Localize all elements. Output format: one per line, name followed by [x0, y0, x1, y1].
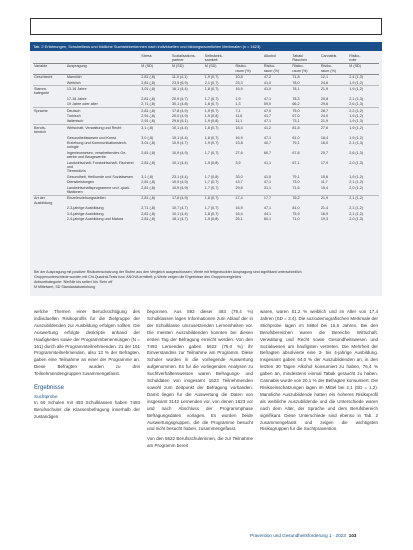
table-cell: 11,7 — [320, 180, 328, 185]
table-cell: 3,01 (,8) — [141, 141, 156, 145]
table-cell: 16,1 (4,4) — [171, 86, 204, 96]
table-cell: 66,2 — [292, 102, 300, 107]
body-paragraph: In 60 Schulen mit 493 Schulklassen haben 7493 Berufsschuler die Klassenbefragung innerhalb der zustandigen — [34, 400, 140, 419]
table-cell: 71,6 — [292, 185, 300, 190]
row-label: 2-3-jahrige Ausbildung — [66, 206, 104, 211]
table-row — [33, 174, 379, 179]
row-group-label — [33, 185, 66, 195]
table-note: Gruppenunterschiede wurden mit Chi-Quadrat-Tests bzw. ANOVA ermittelt; p-Werte zeigen die Ergebnisse des Gruppenvergleichs — [34, 275, 242, 279]
table-cell: 41,0 — [263, 80, 272, 85]
row-label: Erziehung und Kommunikationstech- nologie — [66, 141, 128, 150]
table-cell: 1,7 (0,7) — [204, 185, 219, 190]
table-cell: 2,1 (0,7) — [204, 80, 219, 85]
table-cell: 2,1 (1,2) — [349, 211, 363, 216]
table-cell: 31,1 — [263, 185, 272, 190]
table-cell: 10,1 (4,4) — [171, 135, 188, 140]
table-cell: 11,1 — [235, 119, 243, 124]
table-cell: 16,9 — [235, 206, 243, 211]
table-cell: 16,9 — [235, 135, 243, 140]
column-header: Risiko- raum (%) — [263, 63, 291, 74]
table-cell: 16,9 — [320, 211, 328, 216]
row-label: 13-16 Jahre — [66, 86, 140, 96]
table-cell: 47,1 — [263, 135, 272, 140]
row-group-label: Geschlecht — [33, 74, 66, 80]
table-cell: 21,9 — [320, 119, 328, 124]
page-header-box — [30, 18, 382, 35]
table-cell: 24,0 — [320, 113, 328, 118]
table-cell: 1,3 — [235, 102, 241, 107]
table-cell: 29,6 — [235, 185, 243, 190]
table-cell: 27,6 — [235, 150, 243, 155]
table-cell: 47,1 — [263, 180, 272, 185]
table-cell: 41,2 — [263, 125, 291, 135]
table-cell: 78,3 — [292, 96, 300, 101]
table-row — [33, 141, 379, 151]
table-row — [33, 217, 379, 222]
table-cell: 20,0 (4,9) — [171, 113, 188, 118]
table-cell: 1,7 (0,7) — [204, 206, 219, 211]
table-cell: 10,9 (4,7) — [171, 141, 188, 145]
section-heading: Ergebnisse — [34, 385, 65, 392]
table-cell: 1,8 (0,7) — [204, 211, 219, 216]
table-cell: 2,91 (,8) — [141, 119, 156, 124]
column-header — [234, 53, 262, 63]
table-cell: 71,8 — [291, 74, 319, 80]
table-cell: 7,1 — [234, 108, 262, 114]
table-cell: 81,8 — [291, 125, 319, 135]
table-cell: 18,1 (4,7) — [171, 217, 188, 222]
page-footer — [250, 532, 400, 539]
row-group-label: Sprache — [33, 108, 66, 114]
table-cell: 3,1 (,8) — [141, 174, 153, 179]
body-paragraph: begonnen. Aus 592 dieser 493 (79,4 %) Schulklassen lagen Informationen zum Ablauf der in der Schulklasse umzusetzenden Lerneinheiten vor. Die meisten Auszubildenden konnten bei diesen ersten Tag der Befragung erreicht werden. Von den 7493 Lernenden gaben 5622 (75,0 %) ihr Einverstandnis zur Teilnahme am Programm. Diese Schuler wurden in die vorliegende Auswertung aufgenommen. Es fur die vorliegenden Analysen zu Suchtverhaltensweisen waren Befragungs- und Schuldaten von insgesamt 1623 Teilnehmenden sowohl zum Zeitpunkt der Befragung vorhanden. Damit liegen fur die Auswertung die Daten von insgesamt 3142 Lernenden vor, von denen 1623 vor und nach Abschluss der Programmphase Befragungsdaten vorlagen. Es wurden beide Auswertungsgruppen, die die Programme besucht und nicht besucht haben, zusammengefasst. — [147, 309, 253, 432]
text-column-middle — [147, 309, 253, 450]
table-cell: 21,4 — [320, 206, 328, 211]
table-row — [33, 185, 379, 195]
table-cell: 2,0 (1,3) — [349, 217, 363, 222]
table-cell: 41,0 — [263, 174, 272, 179]
row-label: Wirtschaft, Verwaltung und Recht — [66, 125, 140, 135]
table-cell: 23,5 (6,9) — [171, 80, 188, 85]
row-label: 17-18 Jahre — [66, 96, 87, 101]
text-column-left — [34, 309, 140, 421]
column-header: Auspragung — [66, 63, 140, 74]
row-label: Landwirtschaft, Forstwirtschaft, Fischerei und Tiermedizin — [66, 160, 134, 174]
row-label: Gesundheit, Heilkunde und Sozialwesen — [66, 174, 134, 179]
column-header: M (SD) — [171, 63, 204, 74]
table-cell: 79,1 — [292, 141, 300, 145]
table-cell: 1,8 (0,7) — [204, 135, 219, 140]
journal-name: Pravention und Gesundheitsforderung 1 · 2023 — [250, 533, 346, 538]
table-row — [33, 195, 379, 205]
table-cell: 1,9 (0,7) — [204, 74, 235, 80]
table-cell: 3,9 — [235, 160, 241, 165]
table-cell: 2,4 (1,3) — [348, 74, 379, 80]
table-cell: 3,1 (,8) — [140, 125, 171, 135]
table-cell: 60,7 — [263, 150, 272, 155]
row-group-label: Art der Ausbildung — [33, 195, 66, 205]
table-cell: 67,1 — [292, 160, 300, 165]
column-header: Risiko- raum (%) — [320, 63, 348, 74]
table-cell: 1,7 (0,8) — [204, 174, 219, 179]
table-note: M Mittelwert, SD Standardabweichung — [34, 285, 96, 289]
table-cell: 2,81 (,8) — [141, 185, 156, 190]
table-cell: 12,1 — [320, 74, 348, 80]
table-cell: 1,9 (0,7) — [204, 108, 235, 114]
row-label: 2-4-jahrige Ausbildung und Matura — [66, 217, 124, 222]
table-cell: 19,3 — [320, 217, 328, 222]
table-cell: 2,1 (1,3) — [349, 96, 363, 101]
table-header-row — [33, 53, 379, 63]
table-cell: 47,1 — [263, 206, 272, 211]
table-row — [33, 211, 379, 216]
table-cell: 2,1 (1,2) — [349, 180, 363, 185]
table-cell: 16,9 — [234, 86, 262, 96]
table-cell: 1,9 (1,2) — [349, 80, 363, 85]
table-cell: 28,7 — [320, 108, 348, 114]
row-group-label — [33, 141, 66, 151]
table-cell: 2,1 (1,2) — [348, 195, 379, 205]
column-header: Stress — [140, 53, 171, 63]
column-header — [33, 53, 66, 63]
table-cell: 10,9 (4,9) — [171, 180, 188, 185]
table-cell: 18,4 — [320, 135, 328, 140]
table-cell: 47,0 — [263, 108, 291, 114]
table-cell: 2,81 (,8) — [141, 96, 156, 101]
table-cell: 1,8 (0,7) — [204, 86, 235, 96]
column-header: Sozialisations- partner — [171, 53, 204, 63]
table-cell: 16,0 — [320, 141, 328, 145]
row-group-label — [33, 150, 66, 160]
table-cell: 73,0 — [292, 180, 300, 185]
table-cell: 2,81 (,8) — [140, 108, 171, 114]
column-header: M (SD) — [348, 63, 379, 74]
table-cell: 23,1 (4,4) — [171, 174, 188, 179]
table-cell: 3,0 (,8) — [141, 135, 153, 140]
table-cell: 2,71 (,8) — [141, 102, 156, 107]
table-cell: 2,81 (,8) — [141, 150, 156, 155]
row-label: Ingenieurwesen, verarbeitendes Ge- werbe und Baugewerbe — [66, 150, 127, 160]
subsection-heading: Suchtprobe — [34, 394, 58, 400]
table-cell: 16,4 — [235, 211, 243, 216]
table-cell: 25,1 — [235, 217, 243, 222]
body-paragraph: waren, waren 51,2 % weiblich und im Alter von 17,4 Jahren (SD = 3,4). Die soziodemografischen Merkmale der Stichprobe lagen im Mittel bei 16,6 Jahren. Bei den Berufsbereichen waren die Bereiche Wirtschaft, Verwaltung und Recht sowie Gesundheitswesen und Sozialwesen am haufigsten vertreten. Die Mehrheit der Befragten absolvierte eine 3- bis 4-jahrige Ausbildung. Insgesamt gaben 64,0 % der Auszubildenden an, in den letzten 30 Tagen Alkohol konsumiert zu haben, 76,4 % gaben an, mindestens einmal Tabak geraucht zu haben. Cannabis wurde von 20,1 % der Befragten konsumiert. Die Risikoeinschatzungen lagen im Mittel bei 2,1 (SD = 1,2). Mannliche Auszubildende hatten ein hoheres Risikoprofil als weibliche Auszubildende und die Unterschiede waren nach dem Alter, der Sprache und dem Berufsbereich signifikant. Diese Unterschiede sind ebenso in Tab. 2 zusammengefasst und zeigen die wichtigsten Risikogruppen fur die Suchtpravention. — [260, 309, 378, 432]
table-cell: 2,6 (1,3) — [349, 102, 363, 107]
table-cell: 17,8 (4,9) — [171, 195, 204, 205]
table-cell: 21,9 — [320, 86, 348, 96]
table-row — [33, 180, 379, 185]
column-header: Tabak/ Rauchen — [291, 53, 319, 63]
table-cell: 1,7 (0,7) — [204, 150, 219, 155]
table-row — [33, 96, 379, 101]
table-cell: 75,0 — [291, 108, 319, 114]
table-cell: 1,9 (1,2) — [349, 135, 363, 140]
table-cell: 2,1 (1,2) — [349, 206, 363, 211]
table-cell: 24,6 — [320, 80, 328, 85]
table-note: Bei der Auspragung mit positiver Risikoeinschatzung der Stufen aus den Vergleich ausgeschlossen; Werte mit fettgedruckter Auspragung sind signifikant unterschiedlich — [34, 270, 302, 274]
column-header: Risiko- raum (%) — [234, 63, 262, 74]
table-row — [33, 86, 379, 96]
table-cell: 2,81 (,8) — [140, 195, 171, 205]
body-paragraph: welche Themen einer Berucksichtigung des individuellen Risikoprofils fur die Zielgruppe der Auszubildenden zur Ausbildung erfolgen sollten. Die Auswertung erfolgte deskriptiv anhand der Haufigkeiten sowie der Programmbenennungen (N = 161) durch alle Programmteilnehmenden. 21 der 161 Programmteilnehmenden, also 13 % der Befragten, gaben eine Teilnahme an einer der Programme an. Diese Befragten wurden zu drei Teilnehmendengruppen zusammengefasst. — [34, 309, 140, 377]
table-cell: 1,8 (0,7) — [204, 195, 235, 205]
table-row — [33, 125, 379, 135]
column-header: M (SD) — [140, 63, 171, 74]
table-cell: 47,1 — [263, 119, 272, 124]
table-cell: 1,9 — [235, 96, 241, 101]
column-header: Risiko- raum (%) — [291, 63, 319, 74]
page-number: 103 — [348, 533, 357, 538]
table-cell: 2,91 (,8) — [141, 113, 156, 118]
column-header: Selbstwirk- samkeit — [204, 53, 235, 63]
table-cell: 1,9 (1,2) — [348, 86, 379, 96]
table-cell: 78,0 — [292, 80, 300, 85]
table-cell: 1,9 (0,8) — [204, 113, 219, 118]
table-cell: 10,1 (4,4) — [171, 125, 204, 135]
row-group-label — [33, 160, 66, 174]
table-cell: 2,81 (,8) — [141, 180, 156, 185]
table-cell: 15,6 — [320, 174, 328, 179]
table-cell: 41,0 — [263, 86, 291, 96]
text-column-right — [260, 309, 378, 433]
table-cell: 17,4 — [234, 195, 262, 205]
table-cell: 10,9 (4,9) — [171, 185, 188, 190]
row-group-label: Stamm- kategorie — [33, 86, 66, 96]
row-label: Deutsch — [66, 108, 140, 114]
row-label: 3-4-jahrige Ausbildung — [66, 211, 104, 216]
table-row — [33, 160, 379, 174]
table-cell: 1,9 (0,7) — [204, 141, 219, 145]
table-notes — [34, 270, 374, 290]
row-label: 19 Jahre oder alter — [66, 102, 98, 107]
table-cell: 29,6 (5,1) — [171, 119, 188, 124]
table-cell: 1,6 (0,7) — [204, 102, 219, 107]
table-cell: 10,1 (4,4) — [171, 160, 188, 165]
row-label: Weiblich — [66, 80, 81, 85]
table-cell: 75,9 — [292, 211, 300, 216]
row-label: Einzelerziehungsstellen — [66, 195, 140, 205]
table-cell: 10,9 (4,9) — [171, 150, 188, 155]
table-cell: 1,7 (0,7) — [204, 180, 219, 185]
table-cell: 67,0 — [292, 113, 300, 118]
table-cell: 79,1 — [292, 174, 300, 179]
table-cell: 13,7 — [235, 180, 243, 185]
table-cell: 2,0 (1,3) — [349, 160, 363, 165]
table-cell: 1,9 (0,8) — [204, 160, 219, 165]
table-cell: 44,1 — [263, 211, 272, 216]
row-label: Landwirtschaftsprogramme und -quali- fikationen — [66, 185, 130, 195]
column-header — [66, 53, 140, 63]
table-cell: 61,0 — [292, 135, 300, 140]
table-cell: 17,9 — [320, 160, 328, 165]
row-label: Turkisch — [66, 113, 81, 118]
table-cell: 3,01 (,8) — [140, 86, 171, 96]
table-cell: 10,8 — [234, 74, 262, 80]
table-cell: 59,0 — [263, 102, 272, 107]
table-cell: 1,9 (1,3) — [349, 119, 363, 124]
table-cell: 1,9 (1,2) — [349, 174, 363, 179]
table-cell: 78,1 — [291, 86, 319, 96]
column-header: Cannabis — [320, 53, 348, 63]
data-table — [33, 53, 379, 222]
table-cell: 10,7 (4,7) — [171, 206, 188, 211]
table-cell: 20,8 — [320, 96, 328, 101]
table-cell: 2,0 (1,2) — [349, 185, 363, 190]
table-cell: 11,9 (4,1) — [171, 74, 204, 80]
table-cell: 18,4 — [234, 125, 262, 135]
column-header: M (SD) — [204, 63, 235, 74]
table-cell: 47,2 — [263, 74, 291, 80]
table-cell: 30,1 (4,8) — [171, 102, 188, 107]
table-cell: 2,81 (,8) — [141, 217, 156, 222]
row-group-label — [33, 217, 66, 222]
row-label: Italienisch — [66, 119, 84, 124]
table-cell: 60,1 — [263, 217, 272, 222]
table-row — [33, 150, 379, 160]
table-caption: Tab. 2 Erfahrungen, Schulmilieus und bildliche Suchtwirkerkennen nach individuellen und bildungsraumlichen Merkmalen (n = 1623) — [30, 42, 382, 51]
table-cell: 1,9 (1,2) — [348, 125, 379, 135]
table-cell: 2,6 (1,3) — [349, 150, 363, 155]
column-header: Variable — [33, 63, 66, 74]
table-cell: 47,1 — [263, 96, 272, 101]
table-cell: 13,8 — [235, 141, 243, 145]
table-cell: 23,3 — [235, 80, 243, 85]
table-cell: 2,81 (,8) — [141, 80, 156, 85]
table-cell: 76,2 — [291, 195, 319, 205]
table-cell: 15,4 — [320, 185, 328, 190]
row-label: Mannlich — [66, 74, 140, 80]
table-cell: 2,71 (,8) — [141, 206, 156, 211]
table-cell: 29,6 — [320, 102, 328, 107]
table-cell: 10,1 (4,4) — [171, 211, 188, 216]
table-header-row — [33, 63, 379, 74]
table-cell: 40,7 — [263, 141, 272, 145]
table-cell: 20,7 — [320, 150, 328, 155]
body-paragraph: Von den 5622 Berufsschulerinnen, die zur Teilnahme am Programm bereit — [147, 436, 253, 449]
table-cell: 1,9 (1,2) — [349, 113, 363, 118]
row-label: Dienstleistungen — [66, 180, 95, 185]
table-cell: 2,2 (1,2) — [348, 108, 379, 114]
table-cell: 21,9 — [320, 195, 348, 205]
table-row — [33, 135, 379, 140]
table-cell: 41,1 — [263, 160, 272, 165]
table-note: Antwortkategorie: 'Nie/Nie bis selten' bis 'Sehr oft' — [34, 280, 113, 284]
table-cell: 41,7 — [263, 113, 272, 118]
table-cell: 11,6 — [235, 113, 243, 118]
table-cell: 73,1 — [292, 119, 300, 124]
table-cell: 2,81 (,8) — [141, 160, 156, 165]
table-cell: 27,6 — [320, 125, 348, 135]
table-cell: 2,81 (,8) — [140, 74, 171, 80]
table-cell: 33,0 — [235, 174, 243, 179]
table-cell: 17,8 (4,9) — [171, 108, 204, 114]
table-cell: 1,8 (0,7) — [204, 125, 235, 135]
table-cell: 1,9 (0,8) — [204, 119, 219, 124]
table-cell: 20,9 (4,7) — [171, 96, 188, 101]
table-cell: 2,1 (1,3) — [349, 141, 363, 145]
column-header: Alkohol — [263, 53, 291, 63]
table-cell: 81,0 — [292, 206, 300, 211]
row-group-label: Berufs- bereich — [33, 125, 66, 135]
table-cell: 71,0 — [292, 217, 300, 222]
table-cell: 1,7 (0,7) — [204, 96, 219, 101]
table-cell: 2,81 (,8) — [141, 211, 156, 216]
column-header: Risiko- note — [348, 53, 379, 63]
table-cell: 67,8 — [292, 150, 300, 155]
table-row — [33, 206, 379, 211]
table-cell: 1,9 (0,8) — [204, 217, 219, 222]
table-cell: 17,7 — [263, 195, 291, 205]
row-label: Gesundheitswesen und Kunst — [66, 135, 116, 140]
